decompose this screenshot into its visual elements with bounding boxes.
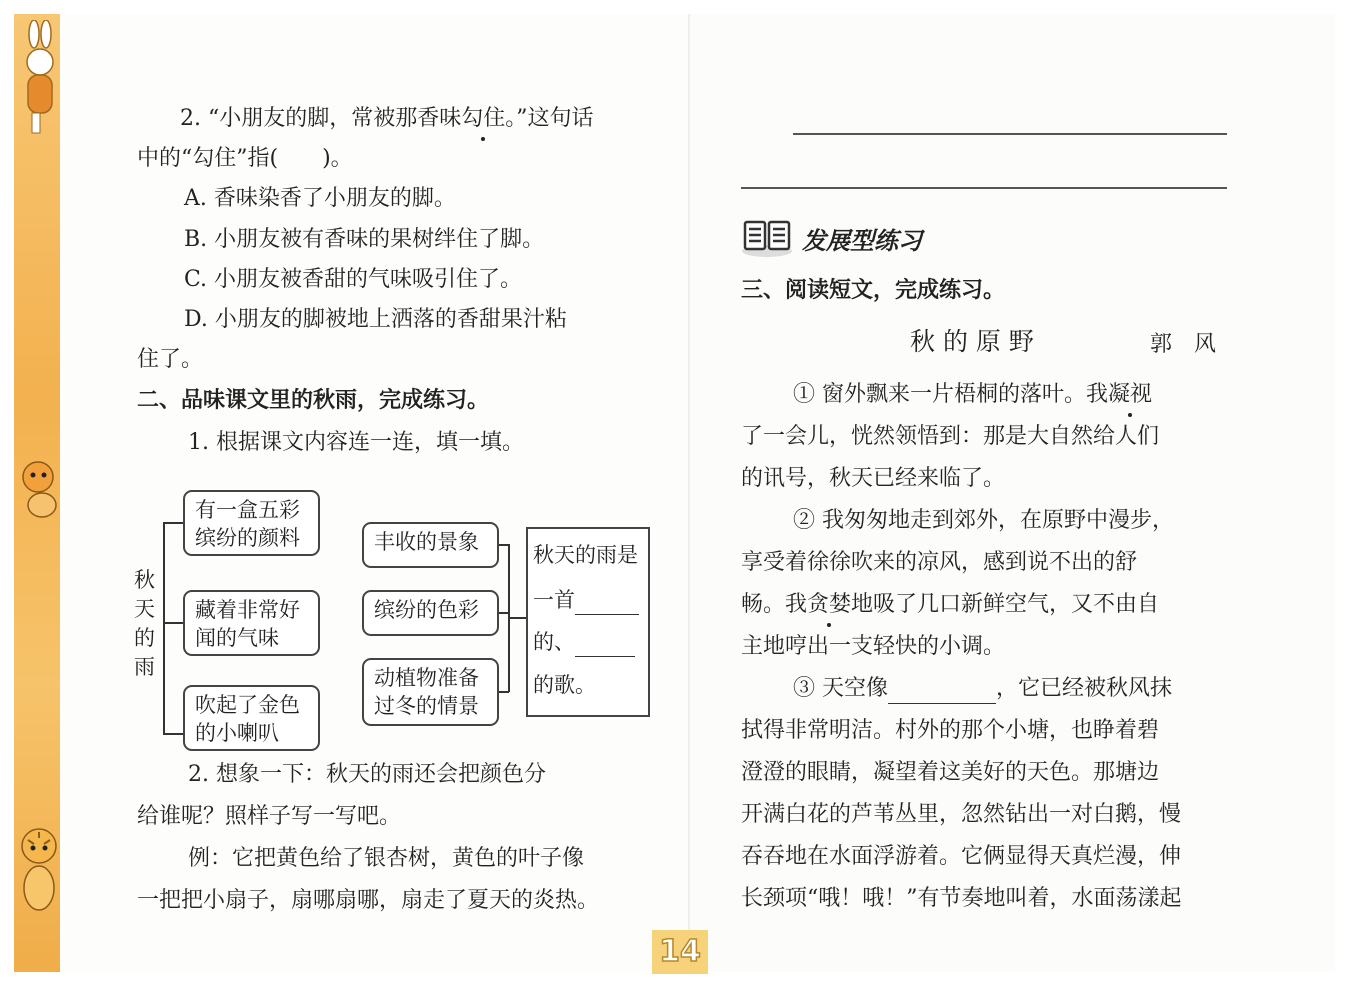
question-2-line-1: 2. “小朋友的脚，常被那香味勾住。”这句话 <box>180 104 594 134</box>
para-2-line-2: 享受着徐徐吹来的凉风，感到说不出的舒 <box>741 550 1138 575</box>
book-icon <box>741 218 793 258</box>
connector <box>499 612 509 614</box>
tiger-mascot-icon <box>18 820 60 915</box>
option-c[interactable]: C. 小朋友被香甜的气味吸引住了。 <box>184 267 523 292</box>
fox-mascot-icon <box>18 455 60 525</box>
fill-blank-2[interactable] <box>575 634 635 657</box>
dotted-term: 贪婪 <box>807 590 851 620</box>
para-2-line-1: ② 我匆匆地走到郊外，在原野中漫步， <box>793 508 1174 533</box>
connector-bracket <box>163 522 165 734</box>
story-title: 秋 的 原 野 <box>910 327 1034 356</box>
para-2-line-4: 主地哼出一支轻快的小调。 <box>741 634 1006 659</box>
banner-title: 发展型练习 <box>802 227 922 255</box>
para-3-line-1: ③ 天空像 ，它已经被秋风抹 <box>793 674 1172 704</box>
connector <box>499 544 509 546</box>
connector <box>163 733 183 735</box>
para-1-line-3: 的讯号，秋天已经来临了。 <box>741 466 1006 491</box>
para-1-line-1: ① 窗外飘来一片梧桐的落叶。我凝视 <box>793 380 1152 410</box>
question-1: 1. 根据课文内容连一连，填一填。 <box>188 430 524 455</box>
rabbit-mascot-icon <box>18 20 60 140</box>
question-2-line-2: 中的“勾住”指( )。 <box>137 146 353 171</box>
diagram-box-golden-trumpet: 吹起了金色的小喇叭 <box>183 685 320 751</box>
fill-blank-1[interactable] <box>575 592 639 615</box>
example-line-2: 一把把小扇子，扇哪扇哪，扇走了夏天的炎热。 <box>137 888 600 913</box>
option-d-line-1[interactable]: D. 小朋友的脚被地上洒落的香甜果汁粘 <box>184 307 567 332</box>
question-2b-line-1: 2. 想象一下：秋天的雨还会把颜色分 <box>188 762 546 787</box>
example-line-1: 例：它把黄色给了银杏树，黄色的叶子像 <box>188 846 585 871</box>
para-1-line-2: 了一会儿，恍然领悟到：那是大自然给人们 <box>741 424 1160 449</box>
page-number: 14 <box>652 930 708 974</box>
connector <box>163 522 183 524</box>
fill-blank-3[interactable] <box>888 681 996 704</box>
option-d-line-2: 住了。 <box>137 347 204 372</box>
question-2b-line-2: 给谁呢？照样子写一写吧。 <box>137 804 402 829</box>
para-3-line-4: 开满白花的芦苇丛里，忽然钻出一对白鹅，慢 <box>741 802 1182 827</box>
diagram-root-label: 秋天的雨 <box>134 568 155 679</box>
dotted-term: 勾住 <box>461 104 505 134</box>
section-3-heading: 三、阅读短文，完成练习。 <box>741 278 1006 303</box>
diagram-box-colors: 缤纷的色彩 <box>362 590 499 636</box>
answer-line-3: 的、 <box>533 627 635 657</box>
diagram-box-color-paints: 有一盒五彩缤纷的颜料 <box>183 490 320 556</box>
option-b[interactable]: B. 小朋友被有香味的果树绊住了脚。 <box>184 227 545 252</box>
diagram-box-fragrance: 藏着非常好闻的气味 <box>183 590 320 656</box>
para-2-line-3: 畅。我贪婪地吸了几口新鲜空气，又不由自 <box>741 590 1159 620</box>
para-3-line-5: 吞吞地在水面浮游着。它俩显得天真烂漫，伸 <box>741 844 1182 869</box>
answer-line[interactable] <box>793 133 1227 135</box>
diagram-box-harvest: 丰收的景象 <box>362 522 499 568</box>
section-2-heading: 二、品味课文里的秋雨，完成练习。 <box>137 388 490 413</box>
option-a[interactable]: A. 香味染香了小朋友的脚。 <box>184 186 456 211</box>
connector <box>508 617 526 619</box>
para-3-line-3: 澄澄的眼睛，凝望着这美好的天色。那塘边 <box>741 760 1160 785</box>
connector <box>163 622 183 624</box>
answer-line[interactable] <box>741 187 1227 189</box>
diagram-box-winter-prep: 动植物准备过冬的情景 <box>362 658 499 726</box>
para-3-line-2: 拭得非常明洁。村外的那个小塘，也睁着碧 <box>741 718 1160 743</box>
connector <box>499 691 509 693</box>
dotted-term: 凝视 <box>1108 380 1152 410</box>
answer-line-2: 一首 <box>533 585 639 615</box>
answer-line-1: 秋天的雨是 <box>533 543 638 567</box>
answer-line-4: 的歌。 <box>533 673 596 697</box>
story-author: 郭 风 <box>1150 332 1217 357</box>
para-3-line-6: 长颈项“哦！哦！”有节奏地叫着，水面荡漾起 <box>741 886 1182 911</box>
